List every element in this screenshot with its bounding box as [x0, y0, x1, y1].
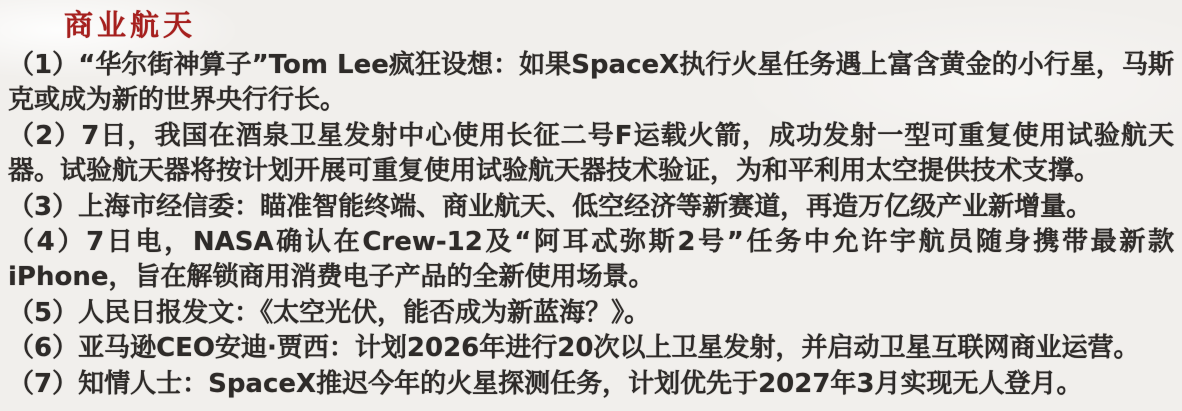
news-item-1: （1）“华尔街神算子”Tom Lee疯狂设想：如果SpaceX执行火星任务遇上富含黄金的小行星，马斯克或成为新的世界央行行长。: [8, 50, 1174, 116]
page-title: 商业航天: [64, 8, 197, 42]
news-item-3: （3）上海市经信委：瞄准智能终端、商业航天、低空经济等新赛道，再造万亿级产业新增量。: [8, 191, 1093, 222]
news-list: [8, 48, 1174, 402]
news-item-5: （5）人民日报发文：《太空光伏，能否成为新蓝海？》。: [8, 297, 651, 328]
news-item-2: （2）7日，我国在酒泉卫星发射中心使用长征二号F运载火箭，成功发射一型可重复使用试验航天器。试验航天器将按计划开展可重复使用试验航天器技术验证，为和平利用太空提供技术支撑。: [8, 120, 1174, 187]
news-item-4: （4）7日电，NASA确认在Crew-12及“阿耳忒弥斯2号”任务中允许宇航员随身携带最新款iPhone，旨在解锁商用消费电子产品的全新使用场景。: [8, 227, 1174, 293]
news-item-6: （6）亚马逊CEO安迪·贾西：计划2026年进行20次以上卫星发射，并启动卫星互联网商业运营。: [8, 333, 1140, 364]
news-item-7: （7）知情人士：SpaceX推迟今年的火星探测任务，计划优先于2027年3月实现无人登月。: [8, 368, 1083, 399]
